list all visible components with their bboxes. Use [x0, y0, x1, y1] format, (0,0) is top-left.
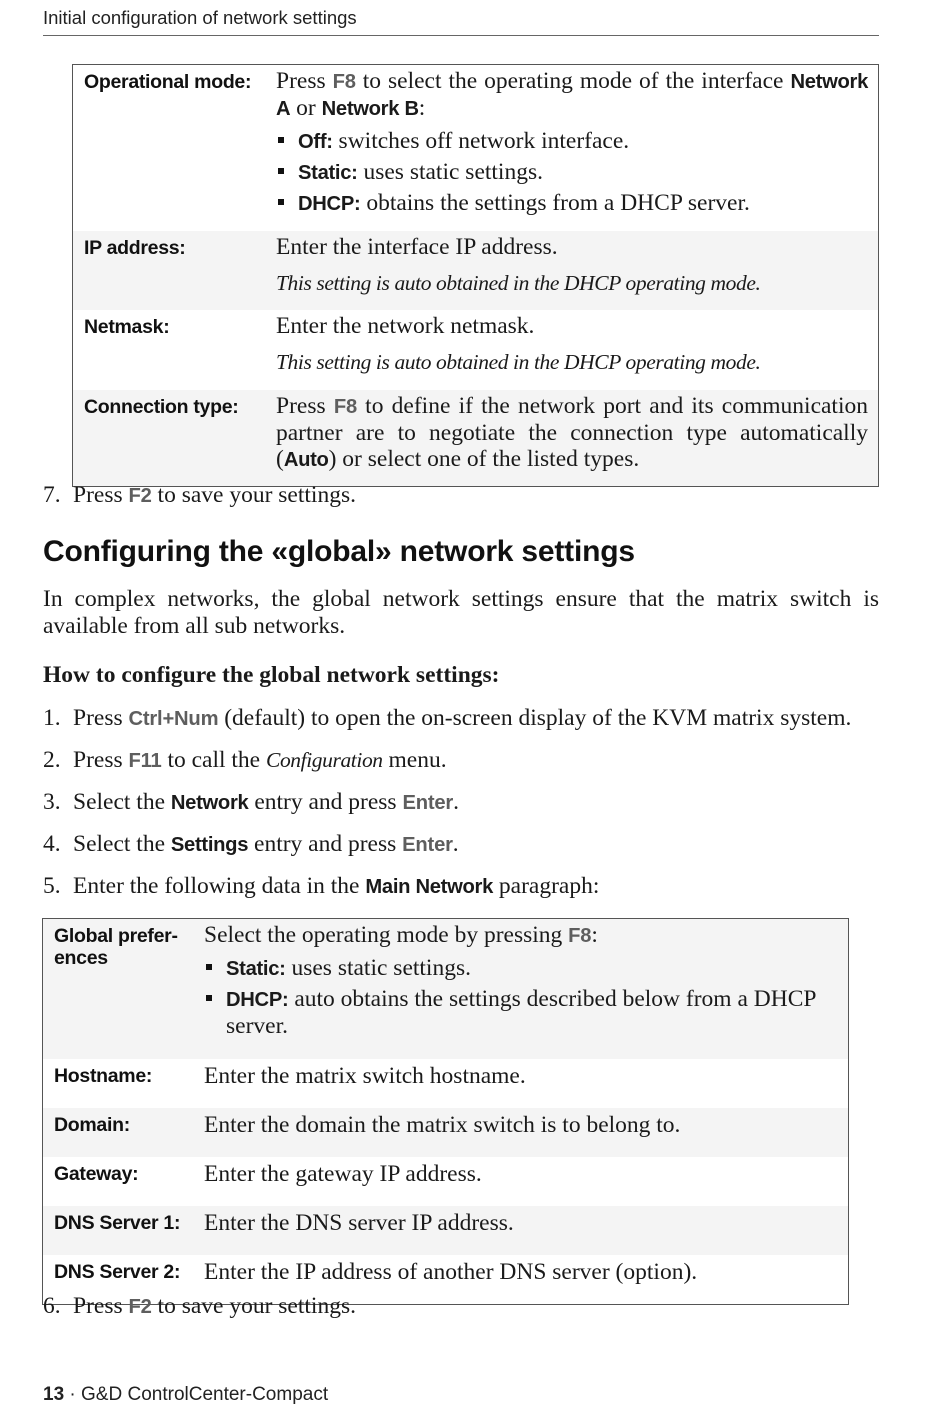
step-3: 3. Select the Network entry and press Enter. — [43, 789, 459, 815]
running-head: Initial configuration of network settings — [43, 7, 879, 36]
row-desc-gateway: Enter the gateway IP address. — [204, 1161, 482, 1187]
row-desc-netmask: Enter the network netmask. This setting is auto obtained in the DHCP operating mode. — [276, 310, 879, 390]
list-item: Static: uses static settings. — [204, 955, 838, 982]
row-desc-connection-type: Press F8 to define if the network port and its communication partner are to negotiate the connection type automatically (Auto) or select one of the listed types. — [276, 390, 879, 487]
row-label-gateway: Gateway: — [54, 1163, 139, 1185]
step-1: 1. Press Ctrl+Num (default) to open the on-screen display of the KVM matrix system. — [43, 705, 852, 731]
page-number: 13 — [43, 1384, 65, 1405]
section-title: Configuring the «global» network settings — [43, 535, 635, 568]
operational-mode-list — [276, 128, 868, 217]
network-interface-settings-table — [72, 64, 879, 487]
key-f2: F2 — [128, 485, 152, 507]
row-label-dns-server-1: DNS Server 1: — [43, 1206, 205, 1255]
key-f8: F8 — [332, 71, 356, 93]
intro-paragraph: In complex networks, the global network settings ensure that the matrix switch is available from all sub networks. — [43, 586, 879, 639]
step-4: 4. Select the Settings entry and press Enter. — [43, 831, 459, 857]
key-ctrl-num: Ctrl+Num — [128, 708, 219, 730]
row-desc-dns-server-2: Enter the IP address of another DNS server (option). — [204, 1259, 698, 1285]
dhcp-note: This setting is auto obtained in the DHCP operating mode. — [276, 350, 761, 374]
row-label-operational-mode: Operational mode: — [84, 71, 252, 93]
step-2: 2. Press F11 to call the Configuration menu. — [43, 747, 447, 773]
global-network-settings-table — [42, 918, 849, 1305]
row-desc-ip-address: Enter the interface IP address. This setting is auto obtained in the DHCP operating mode. — [276, 231, 879, 310]
howto-heading: How to configure the global network settings: — [43, 662, 500, 688]
row-label-hostname: Hostname: — [54, 1065, 153, 1087]
list-item: Off: switches off network interface. — [276, 128, 868, 155]
key-f8: F8 — [568, 925, 592, 947]
step-6: 6. Press F2 to save your settings. — [43, 1293, 356, 1319]
step-5: 5. Enter the following data in the Main Network paragraph: — [43, 873, 600, 899]
document-title: G&D ControlCenter-Compact — [81, 1384, 329, 1405]
list-item: Static: uses static settings. — [276, 159, 868, 186]
page-footer: 13 · G&D ControlCenter-Compact — [43, 1384, 329, 1405]
row-label-ip-address: IP address: — [73, 231, 277, 310]
global-preferences-list — [204, 955, 838, 1039]
row-desc-global-preferences: Select the operating mode by pressing F8: Static: uses static settings. DHCP: auto obtains the settings described below from a DHCP server. — [204, 919, 849, 1060]
key-f11: F11 — [128, 750, 162, 772]
step-7: 7. Press F2 to save your settings. — [43, 482, 356, 508]
row-desc-operational-mode — [276, 65, 879, 232]
row-desc-hostname: Enter the matrix switch hostname. — [204, 1063, 526, 1089]
row-label-netmask: Netmask: — [84, 316, 170, 338]
dhcp-note: This setting is auto obtained in the DHCP operating mode. — [276, 271, 761, 295]
list-item: DHCP: auto obtains the settings described below from a DHCP server. — [204, 986, 838, 1039]
row-label-dns-server-2: DNS Server 2: — [54, 1261, 181, 1283]
row-desc-dns-server-1: Enter the DNS server IP address. — [204, 1206, 849, 1255]
row-label-global-preferences: Global prefer- ences — [43, 919, 205, 1060]
row-desc-domain: Enter the domain the matrix switch is to belong to. — [204, 1108, 849, 1157]
key-f2: F2 — [128, 1296, 152, 1318]
key-f8: F8 — [333, 396, 357, 418]
key-enter: Enter — [402, 834, 453, 856]
row-label-domain: Domain: — [43, 1108, 205, 1157]
operational-mode-intro: Press F8 to select the operating mode of the interface Network A or Network B: — [276, 68, 868, 121]
row-label-connection-type: Connection type: — [73, 390, 277, 487]
list-item: DHCP: obtains the settings from a DHCP server. — [276, 190, 868, 217]
key-enter: Enter — [402, 792, 454, 814]
